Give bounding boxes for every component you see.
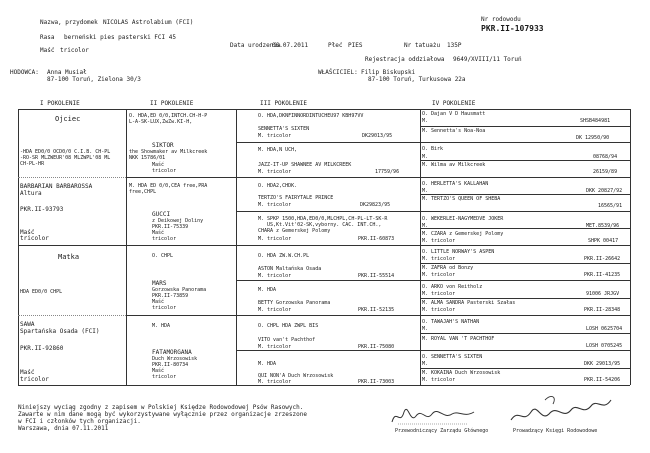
sire-reg: PKR.II-93793: [20, 206, 64, 213]
g2c-color-label: Maść: [152, 299, 165, 305]
gen4-header: IV POKOLENIE: [432, 100, 476, 107]
g3-4-name: CHARA z Gemerskej Polomy: [258, 228, 331, 234]
g3-6-reg: PKR.II-52135: [358, 307, 395, 313]
g3-2-color: M. tricolor: [258, 169, 292, 175]
g3-3-name: TERTZO'S FAIRYTALE PRINCE: [258, 195, 334, 201]
g3-8-reg: PKR.II-73003: [358, 379, 395, 385]
breeder-label: HODOWCA:: [10, 69, 39, 76]
g3-7-name: VITO van't Pachthof: [258, 337, 316, 343]
g2a-titles-1: O. HDA,ED 0/0,INTCH.CH-H-P: [129, 113, 208, 119]
owner-address: 87-100 Toruń, Turkusowa 22a: [368, 76, 466, 83]
reg-number-label: Nr rodowodu: [481, 16, 521, 23]
g2a-titles-3: the Showmaker av Milkcreek: [129, 149, 208, 155]
g4-1-name: O. Dajan V D Hausmatt: [422, 111, 486, 117]
sex-label: Płeć: [328, 42, 343, 49]
g4-16-reg: PKR.II-54206: [584, 377, 621, 383]
g3-2-titles: M. HDA,N UCH,: [258, 147, 298, 153]
g4-2-reg: DK 12950/90: [576, 135, 610, 141]
tattoo-label: Nr tatuażu: [404, 42, 441, 49]
g2d-reg: PKR.II-80734: [152, 362, 189, 368]
g2a-color-label: Maść: [152, 162, 165, 168]
g4-4-name: M. Wilma av Milkcreek: [422, 162, 486, 168]
g4-10-name: M. ZAFRA od Bonzy: [422, 265, 474, 271]
g3-5-reg: PKR.II-55514: [358, 273, 395, 279]
tattoo-value: 135P: [447, 42, 462, 49]
g4-1-color: M.: [422, 118, 429, 124]
g4-6-name: M. TERTZO'S QUEEN OF SHEBA: [422, 196, 501, 202]
g3-8-name: QUI NON'A Duch Wrzosowisk: [258, 373, 334, 379]
g2d-name: FATAMORGANA: [152, 349, 192, 356]
color-value: tricolor: [60, 47, 89, 54]
g2d-color: tricolor: [152, 374, 177, 380]
g2c-color: tricolor: [152, 305, 177, 311]
sire-name: BARBARIAN BARBAROSSA: [20, 183, 93, 190]
name-label: Nazwa, przydomek: [40, 19, 98, 26]
dob-label: Data urodzenia: [230, 42, 281, 49]
footer-line-1: Niniejszy wyciąg zgodny z zapisem w Polskiej Księdze Rodowodowej Psów Rasowych.: [18, 404, 304, 411]
g4-13-color: M.: [422, 326, 429, 332]
gen1-header: I POKOLENIE: [40, 100, 80, 107]
gen2-header: II POKOLENIE: [150, 100, 194, 107]
g3-5-titles: O. HDA ZW.W.CH.PL: [258, 253, 310, 259]
breed-value: berneński pies pasterski FCI 45: [64, 34, 176, 41]
sire-color-label: Maść: [20, 229, 35, 236]
g2a-titles-4: NKK 15786/01: [129, 155, 166, 161]
footer-line-3: w FCI i członków tych organizacji.: [18, 418, 141, 425]
g3-1-name: SENNETTA'S SIXTEN: [258, 126, 310, 132]
dog-name: NICOLAS Astrolabium (FCI): [103, 19, 194, 26]
footer-line-2: Zawarte w nim dane mogą być wykorzystywane wyłącznie przez organizacje zrzeszone: [18, 411, 307, 418]
g2b-name: GUCCI: [152, 211, 171, 218]
gen3-header: III POKOLENIE: [260, 100, 307, 107]
g4-11-reg: 91006 JRJGV: [586, 291, 620, 297]
branch-reg-label: Rejestracja oddziałowa: [365, 56, 445, 63]
g4-14-reg: LOSH 0705245: [586, 343, 623, 349]
g4-4-reg: 26159/89: [593, 169, 618, 175]
g3-6-titles: M. HDA: [258, 287, 277, 293]
g3-3-titles: O. HDA2,CHDK.: [258, 183, 298, 189]
g4-7-reg: MET.8539/96: [586, 223, 620, 229]
g3-7-titles: O. CHPL HDA ZWPL BIS: [258, 323, 319, 329]
color-label: Maść: [40, 47, 55, 54]
g2c-titles: O. CHPL: [152, 253, 174, 259]
g3-5-name: ASTON Maltańska Osada: [258, 266, 322, 272]
g4-9-reg: PKR.II-26642: [584, 256, 621, 262]
g2b-kennel: z Deikowej Doliny: [152, 218, 204, 224]
g3-3-color: M. tricolor: [258, 202, 292, 208]
breeder-name: Anna Musiał: [47, 69, 87, 76]
g3-7-reg: PKR.II-75080: [358, 344, 395, 350]
g3-8-titles: M. HDA: [258, 361, 277, 367]
g4-8-color: M. tricolor: [422, 238, 456, 244]
g4-16-name: M. KOKAINA Duch Wrzosowisk: [422, 370, 501, 376]
g2d-titles: M. HDA: [152, 323, 171, 329]
breeder-address: 87-100 Toruń, Zielona 30/3: [47, 76, 141, 83]
g2c-kennel: Gorzowska Panorama: [152, 287, 207, 293]
reg-number: PKR.II-107933: [481, 24, 544, 33]
g4-9-color: M. tricolor: [422, 256, 456, 262]
g4-7-name: O. WEKERLEI-NAGYMEDVE JOKER: [422, 216, 504, 222]
footer-line-4: Warszawa, dnia 07.11.2011: [18, 425, 109, 432]
g3-6-name: BETTY Gorzowska Panorama: [258, 300, 331, 306]
g2b-reg: PKR.II-75339: [152, 224, 189, 230]
dam-color: tricolor: [20, 376, 49, 383]
g4-5-color: M.: [422, 188, 429, 194]
g2a-name: SIKTOR: [152, 142, 174, 149]
g4-11-name: O. ARKO von Reitholz: [422, 284, 483, 290]
g4-10-color: M. tricolor: [422, 272, 456, 278]
g4-14-name: M. ROYAL VAN 'T PACHTHOF: [422, 336, 495, 342]
dam-label: Matka: [58, 253, 80, 261]
sire-titles-3: CH-PL-HR: [20, 161, 45, 167]
g4-9-name: O. LITTLE NORWAY'S ASPEN: [422, 249, 495, 255]
dam-name: SAWA: [20, 321, 35, 328]
g3-1-color: M. tricolor: [258, 133, 292, 139]
g2a-color: tricolor: [152, 168, 177, 174]
g2b-color-label: Maść: [152, 230, 165, 236]
g4-11-color: M. tricolor: [422, 291, 456, 297]
g4-15-name: O. SENNETTA'S SIXTEN: [422, 354, 483, 360]
dam-color-label: Maść: [20, 369, 35, 376]
g4-15-reg: DKK 29013/95: [584, 361, 621, 367]
g4-10-reg: PKR.II-41235: [584, 272, 621, 278]
owner-label: WŁAŚCICIEL:: [318, 69, 358, 76]
owner-name: Filip Biskupski: [361, 69, 416, 76]
g2a-titles-2: L-A-SK-LUX,ZwZw.KI-H,: [129, 119, 193, 125]
g4-3-color: M.: [422, 154, 429, 160]
g4-8-reg: SHPK 00417: [588, 238, 619, 244]
signature-chairman: [388, 398, 478, 428]
g4-3-reg: 08768/94: [593, 154, 618, 160]
branch-reg-value: 9649/XVIII/11 Toruń: [453, 56, 522, 63]
g4-13-reg: LOSH 0625704: [586, 326, 623, 332]
g3-4-reg: PKR.II-60873: [358, 236, 395, 242]
g2b-titles-2: free,CHPL: [129, 189, 157, 195]
g4-12-name: M. ALMA SANDRA Pasterski Szałas: [422, 300, 516, 306]
g3-1-titles: O. HDA,DKNFINNORDINTUCHEU97 KBH97VV: [258, 113, 364, 119]
g3-2-name: JAZZ-IT-UP SHAWNEE AV MILKCREEK: [258, 162, 352, 168]
sire-label: Ojciec: [55, 115, 81, 123]
g3-7-color: M. tricolor: [258, 344, 292, 350]
g4-13-name: O. TAWAJAH'S NATHAN: [422, 319, 480, 325]
g4-3-name: O. Birk: [422, 146, 444, 152]
signature-registrar-label: Prowadzący Księgi Rodowodowe: [513, 428, 598, 434]
g3-6-color: M. tricolor: [258, 307, 292, 313]
g2b-titles-1: M. HDA ED 0/0,CEA free,PRA: [129, 183, 208, 189]
g3-1-reg: DK29013/95: [362, 133, 393, 139]
g4-8-name: M. CZARA z Gemerskej Polomy: [422, 231, 504, 237]
sire-color: tricolor: [20, 235, 49, 242]
g4-12-reg: PKR.II-28348: [584, 307, 621, 313]
g4-2-name: M. Sennetta's Noa-Noa: [422, 128, 486, 134]
dam-titles: HDA ED0/0 CHPL: [20, 289, 63, 295]
dam-reg: PKR.II-92860: [20, 345, 64, 352]
g3-8-color: M. tricolor: [258, 379, 292, 385]
g3-4-titles-1: M. SPKP 1500,HDA,ED0/0,MLCHPL,CH-PL-LT-SK-R: [258, 216, 388, 222]
g4-5-name: O. HERLETTA'S KALLAHAN: [422, 181, 489, 187]
g4-7-color: M.: [422, 223, 429, 229]
g2c-name: MARS: [152, 280, 167, 287]
dam-kennel: Spartańska Osada (FCI): [20, 328, 100, 335]
g3-4-color: M. tricolor: [258, 236, 292, 242]
g3-4-titles-2: US,Kt.Vit'02-SK,vyborny. CAC. INT.CH.,: [267, 222, 382, 228]
g4-16-color: M. tricolor: [422, 377, 456, 383]
g4-6-reg: 16565/91: [598, 203, 623, 209]
g4-1-reg: SHSB484981: [580, 118, 611, 124]
signature-registrar: [505, 390, 615, 428]
sire-kennel: Altura: [20, 190, 42, 197]
g2d-kennel: Duch Wrzosowisk: [152, 356, 198, 362]
sire-titles-2: -RO-SR MLZWEUR'08 MLZWPL'08 ML: [20, 155, 111, 161]
g3-3-reg: DK29823/95: [360, 202, 391, 208]
signature-chairman-label: Przewodniczący Zarządu Głównego: [395, 428, 489, 434]
g4-15-color: M.: [422, 361, 429, 367]
g3-5-color: M. tricolor: [258, 273, 292, 279]
sire-titles-1: -HDA ED0/0 OCD0/0 C.I.B. CH-PL: [20, 149, 111, 155]
breed-label: Rasa: [40, 34, 55, 41]
dob-value: 06.07.2011: [272, 42, 309, 49]
sex-value: PIES: [348, 42, 363, 49]
g2c-reg: PKR.II-73859: [152, 293, 189, 299]
g4-5-reg: DKK 20827/92: [586, 188, 623, 194]
g3-2-reg: 17759/96: [375, 169, 400, 175]
g2b-color: tricolor: [152, 236, 177, 242]
g4-12-color: M. tricolor: [422, 307, 456, 313]
g2d-color-label: Maść: [152, 368, 165, 374]
